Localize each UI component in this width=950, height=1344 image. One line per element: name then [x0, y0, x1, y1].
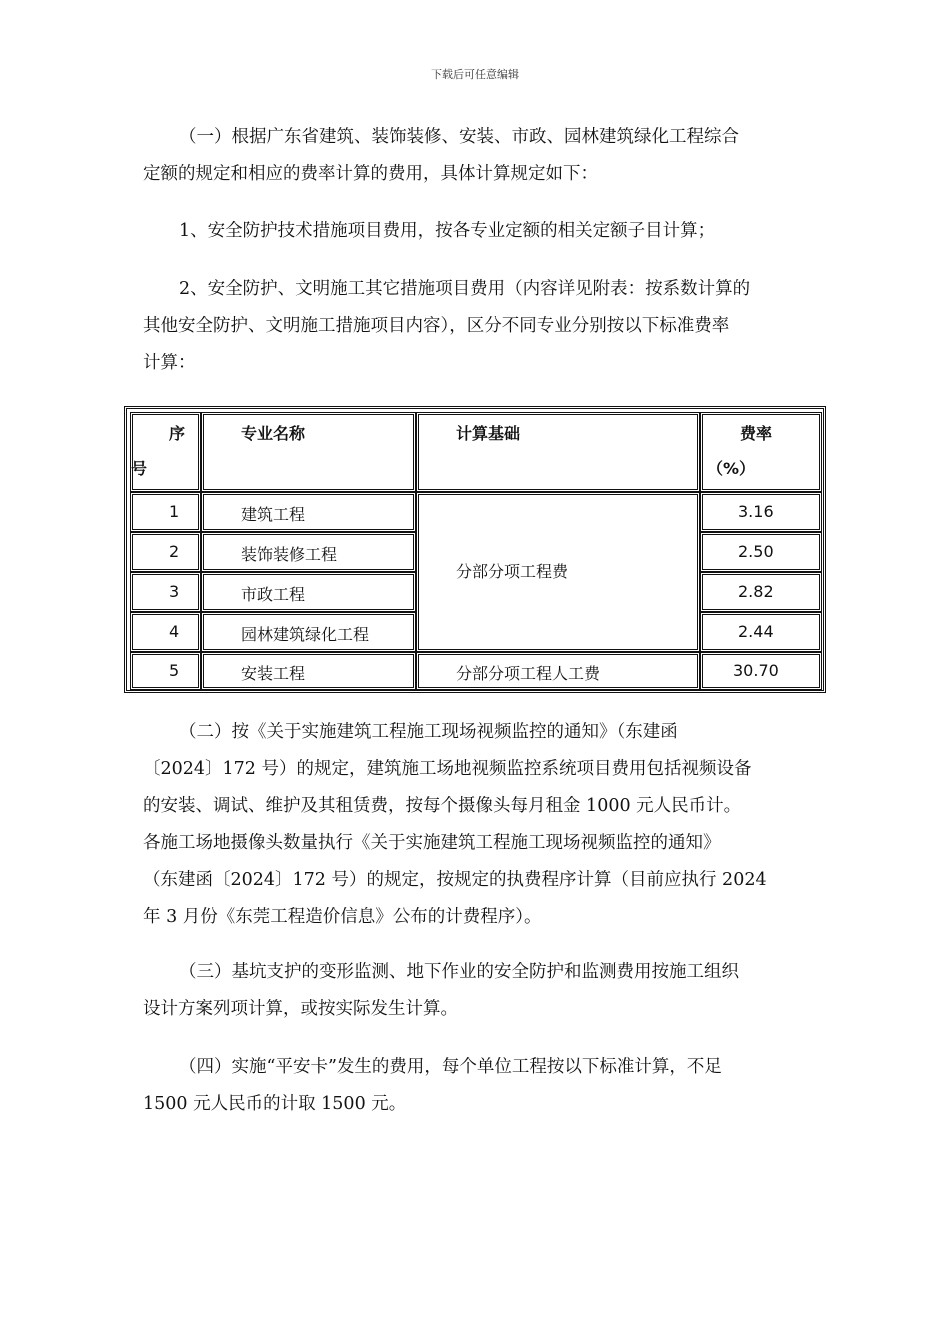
paragraph-6-line-1: （四）实施“平安卡”发生的费用，每个单位工程按以下标准计算，不足 [179, 1057, 722, 1077]
row-4-number: 4 [169, 622, 180, 641]
paragraph-4-line-3: 的安装、调试、维护及其租赁费，按每个摄像头每月租金 1000 元人民币计。 [143, 796, 742, 816]
row-1-number-cell [130, 492, 201, 532]
row-5-name-cell [201, 652, 416, 690]
header-cell-number [130, 412, 201, 492]
row-4-number-cell [130, 612, 201, 652]
row-3-name: 市政工程 [241, 585, 306, 604]
row-5-basis: 分部分项工程人工费 [456, 664, 601, 683]
row-4-rate-cell [700, 612, 822, 652]
header-number-bottom: 号 [131, 459, 148, 478]
paragraph-3-line-1: 2、安全防护、文明施工其它措施项目费用（内容详见附表：按系数计算的 [179, 279, 751, 299]
row-2-number: 2 [169, 542, 180, 561]
paragraph-1-line-2: 定额的规定和相应的费率计算的费用，具体计算规定如下： [143, 164, 598, 184]
paragraph-5-line-1: （三）基坑支护的变形监测、地下作业的安全防护和监测费用按施工组织 [179, 962, 739, 982]
header-cell-name [201, 412, 416, 492]
row-2-name-cell [201, 532, 416, 572]
paragraph-3-line-3: 计算： [143, 353, 196, 373]
row-2-rate-cell [700, 532, 822, 572]
header-cell-basis [416, 412, 700, 492]
row-3-name-cell [201, 572, 416, 612]
paragraph-4-line-4: 各施工场地摄像头数量执行《关于实施建筑工程施工现场视频监控的通知》 [143, 833, 721, 853]
header-number-top: 序 [169, 424, 186, 443]
paragraph-1-line-1: （一）根据广东省建筑、装饰装修、安装、市政、园林建筑绿化工程综合 [179, 127, 739, 147]
row-5-number: 5 [169, 661, 180, 680]
row-1-number: 1 [169, 502, 180, 521]
row-3-number: 3 [169, 582, 180, 601]
row-4-name-cell [201, 612, 416, 652]
paragraph-3 [143, 271, 803, 382]
header-basis: 计算基础 [456, 424, 521, 443]
row-2-rate: 2.50 [738, 542, 774, 561]
paragraph-5 [143, 954, 803, 1028]
row-3-rate-cell [700, 572, 822, 612]
row-1-rate-cell [700, 492, 822, 532]
header-name: 专业名称 [241, 424, 306, 443]
paragraph-4-line-2: 〔2024〕172 号）的规定，建筑施工场地视频监控系统项目费用包括视频设备 [143, 759, 752, 779]
paragraph-4-line-1: （二）按《关于实施建筑工程施工现场视频监控的通知》（东建函 [179, 722, 678, 742]
header-cell-rate [700, 412, 822, 492]
paragraph-4 [143, 714, 803, 936]
page-header: 下载后可任意编辑 [431, 68, 519, 81]
row-4-rate: 2.44 [738, 622, 774, 641]
paragraph-2 [143, 213, 803, 250]
row-5-basis-cell [416, 652, 700, 690]
header-rate-top: 费率 [740, 424, 773, 443]
paragraph-4-line-6: 年 3 月份《东莞工程造价信息》公布的计费程序）。 [143, 907, 542, 927]
row-1-rate: 3.16 [738, 502, 774, 521]
row-2-name: 装饰装修工程 [241, 545, 338, 564]
row-3-rate: 2.82 [738, 582, 774, 601]
paragraph-3-line-2: 其他安全防护、文明施工措施项目内容），区分不同专业分别按以下标准费率 [143, 316, 730, 336]
basis-merged-cell [416, 492, 700, 652]
row-4-name: 园林建筑绿化工程 [241, 625, 370, 644]
row-1-name: 建筑工程 [241, 505, 306, 524]
header-rate-bottom: （%） [707, 459, 756, 478]
row-5-number-cell [130, 652, 201, 690]
row-5-rate-cell [700, 652, 822, 690]
paragraph-2-line-1: 1、安全防护技术措施项目费用，按各专业定额的相关定额子目计算； [179, 221, 716, 241]
paragraph-4-line-5: （东建函〔2024〕172 号）的规定，按规定的执费程序计算（目前应执行 2024 [143, 870, 767, 890]
paragraph-5-line-2: 设计方案列项计算，或按实际发生计算。 [143, 999, 458, 1019]
basis-merged: 分部分项工程费 [456, 562, 569, 581]
row-3-number-cell [130, 572, 201, 612]
row-1-name-cell [201, 492, 416, 532]
paragraph-6-line-2: 1500 元人民币的计取 1500 元。 [143, 1094, 407, 1114]
paragraph-1 [143, 119, 803, 193]
row-5-name: 安装工程 [241, 664, 306, 683]
row-2-number-cell [130, 532, 201, 572]
row-5-rate: 30.70 [733, 661, 779, 680]
paragraph-6 [143, 1049, 803, 1123]
rate-table [124, 406, 826, 693]
